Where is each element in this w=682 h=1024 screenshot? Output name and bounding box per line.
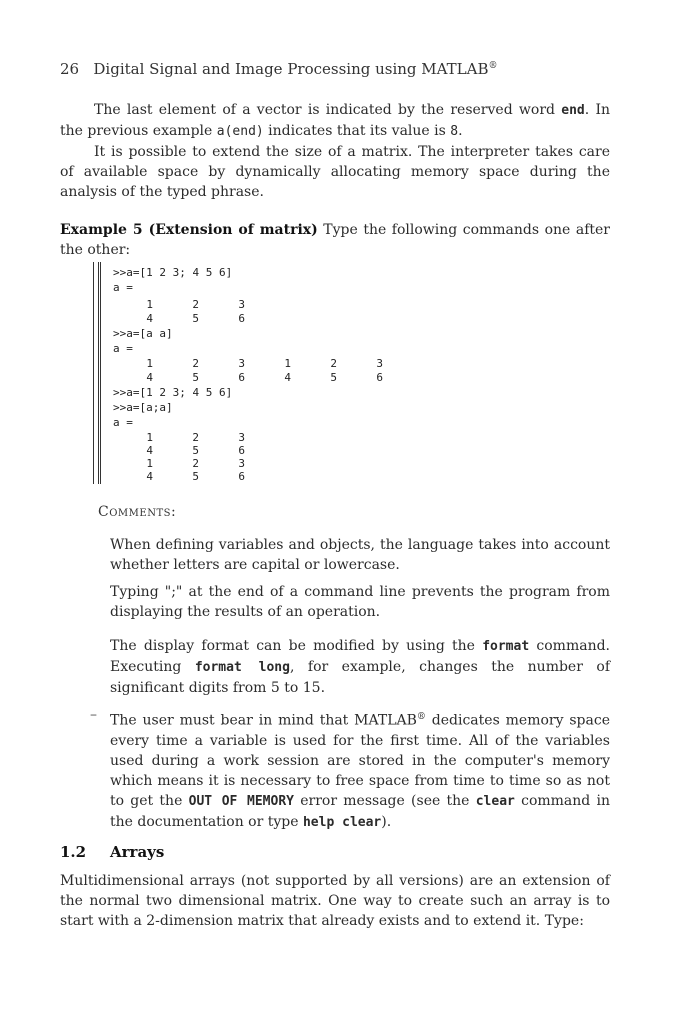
matrix-cell: 3 (238, 298, 245, 311)
example-text: Type the following commands one after the other: (60, 222, 610, 258)
matrix-cell: 6 (238, 371, 245, 384)
matrix-cell: 4 (146, 312, 153, 325)
matrix-cell: 2 (192, 457, 199, 470)
matrix-cell: 3 (238, 431, 245, 444)
matrix-cell: 5 (192, 371, 199, 384)
matrix-cell: 5 (192, 444, 199, 457)
code-8: 8 (450, 124, 459, 139)
code-line: a = (113, 416, 133, 429)
matrix-cell: 1 (284, 357, 291, 370)
matrix-cell: 2 (192, 431, 199, 444)
code-a-end: a(end) (216, 124, 264, 139)
registered-mark: ® (416, 712, 426, 722)
matrix-cell: 1 (146, 431, 153, 444)
matrix-cell: 6 (376, 371, 383, 384)
paragraph-arrays: Multidimensional arrays (not supported by all versions) are an extension of the normal two dimensional matrix. One way to create such an array is to start with a 2-dimension matrix that already exists and to extend it. Type: (60, 873, 610, 929)
matrix-cell: 2 (192, 298, 199, 311)
code-line: >>a=[a;a] (113, 401, 173, 414)
page-number: 26 (60, 60, 80, 78)
matrix-cell: 5 (192, 312, 199, 325)
intro-paragraphs (60, 100, 610, 202)
matrix-cell: 3 (376, 357, 383, 370)
text-run: The user must bear in mind that MATLAB (110, 712, 417, 729)
matrix-cell: 4 (146, 444, 153, 457)
matrix-cell: 1 (146, 298, 153, 311)
example-label: Example 5 (Extension of matrix) (60, 222, 318, 238)
code-line: >>a=[a a] (113, 327, 173, 340)
text-run: . (458, 123, 463, 139)
text-run: command. Executing (110, 638, 610, 675)
text-run: , for example, changes the number of significant digits from 5 to 15. (110, 659, 610, 696)
code-clear: clear (475, 793, 515, 809)
text-run: The display format can be modified by using the (110, 638, 483, 654)
text-run: error message (see the (293, 792, 476, 809)
text-run: indicates that its value is (263, 123, 451, 139)
matrix-cell: 5 (192, 470, 199, 483)
matrix-cell: 2 (192, 357, 199, 370)
paragraph-end-keyword (60, 100, 610, 142)
code-out-of-memory: OUT OF MEMORY (188, 793, 294, 809)
text-run: dedicates memory space every time a variable is used for the first time. All of the variables used during a work session are stored in the computer's memory which means it is necessary to free space from time to time so as not to get the (110, 712, 610, 809)
code-line: >>a=[1 2 3; 4 5 6] (113, 386, 233, 399)
code-format: format (482, 639, 530, 654)
comment-memory (110, 707, 610, 833)
registered-mark: ® (488, 61, 498, 71)
matrix-cell: 4 (146, 371, 153, 384)
matrix-cell: 6 (238, 444, 245, 457)
matrix-cell: 3 (238, 357, 245, 370)
running-head (60, 60, 498, 78)
code-end: end (561, 103, 585, 118)
section-number: 1.2 (60, 843, 87, 861)
text-run: The last element of a vector is indicated by the reserved word (94, 102, 562, 118)
code-line: a = (113, 281, 133, 294)
matrix-cell: 6 (238, 470, 245, 483)
matrix-cell: 3 (238, 457, 245, 470)
comment-case-sensitivity: When defining variables and objects, the language takes into account whether letters are capital or lowercase. (110, 537, 610, 573)
code-line: >>a=[1 2 3; 4 5 6] (113, 266, 233, 279)
matrix-cell: 1 (146, 457, 153, 470)
matrix-cell: 6 (238, 312, 245, 325)
text-run: ). (381, 813, 392, 830)
code-line: a = (113, 342, 133, 355)
list-dash: – (90, 707, 97, 723)
comment-semicolon: Typing ";" at the end of a command line prevents the program from displaying the results of an operation. (110, 584, 610, 620)
code-listing (98, 262, 401, 484)
book-title: Digital Signal and Image Processing using MATLAB (93, 60, 489, 78)
comments-heading: Comments: (98, 504, 177, 520)
example-5 (60, 220, 610, 260)
section-title: Arrays (110, 843, 165, 861)
matrix-cell: 1 (146, 357, 153, 370)
matrix-cell: 4 (284, 371, 291, 384)
text-run: command in the documentation or type (110, 792, 611, 830)
text-run: . In the previous example (60, 102, 610, 139)
code-format-long: format long (194, 660, 290, 675)
matrix-cell: 2 (330, 357, 337, 370)
paragraph-extend-matrix: It is possible to extend the size of a matrix. The interpreter takes care of available space by dynamically allocating memory space during the analysis of the typed phrase. (60, 144, 610, 200)
matrix-cell: 4 (146, 470, 153, 483)
section-heading (60, 843, 164, 861)
code-help-clear: help clear (302, 814, 382, 830)
comment-format (110, 636, 610, 698)
matrix-cell: 5 (330, 371, 337, 384)
